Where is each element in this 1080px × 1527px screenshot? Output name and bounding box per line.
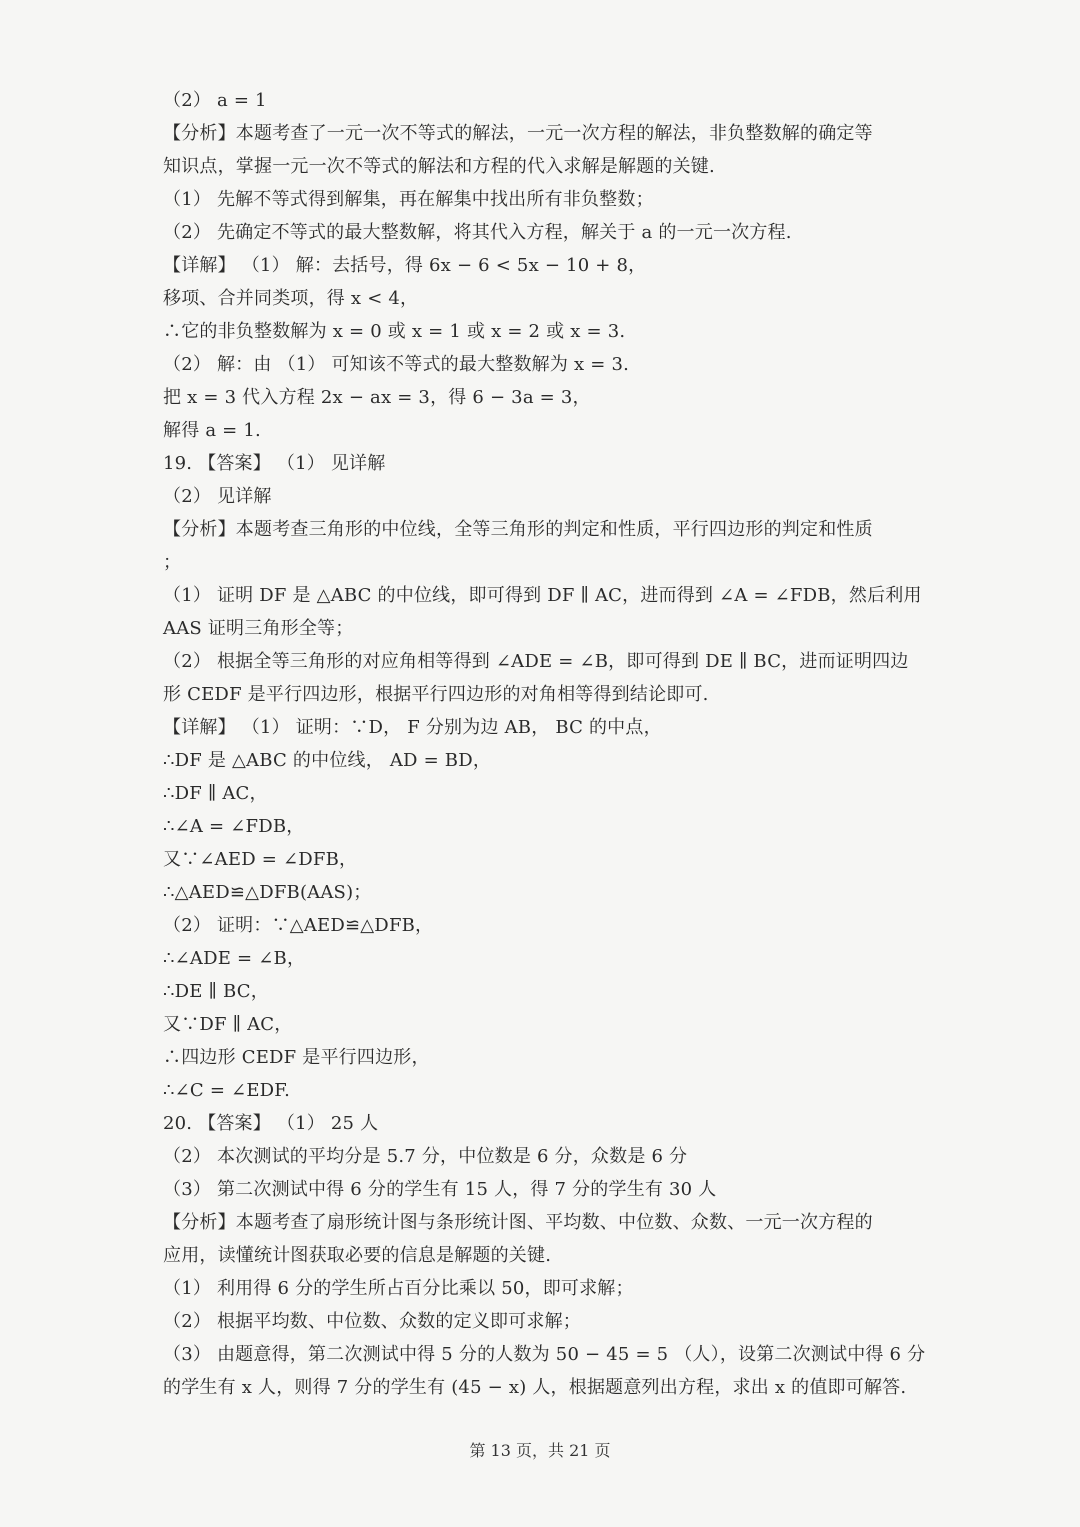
text-line: 移项、合并同类项，得 x < 4， bbox=[163, 288, 419, 309]
text-line: 【详解】 （1） 解：去括号，得 6x − 6 < 5x − 10 + 8， bbox=[163, 255, 647, 276]
text-line: 【分析】本题考查了一元一次不等式的解法，一元一次方程的解法，非负整数解的确定等 bbox=[163, 123, 873, 144]
text-line: 的学生有 x 人，则得 7 分的学生有 (45 − x) 人，根据题意列出方程，求出 x 的值即可解答. bbox=[163, 1377, 907, 1398]
text-line: 又∵∠AED = ∠DFB， bbox=[163, 849, 358, 870]
text-line: 解得 a = 1. bbox=[163, 420, 261, 441]
text-line: （3） 第二次测试中得 6 分的学生有 15 人，得 7 分的学生有 30 人 bbox=[163, 1179, 717, 1200]
text-line: 应用，读懂统计图获取必要的信息是解题的关键. bbox=[163, 1245, 552, 1266]
text-line: ∴△AED≌△DFB(AAS)； bbox=[163, 882, 372, 903]
text-line: （1） 先解不等式得到解集，再在解集中找出所有非负整数； bbox=[163, 189, 654, 210]
text-line: 形 CEDF 是平行四边形，根据平行四边形的对角相等得到结论即可. bbox=[163, 684, 709, 705]
text-line: 知识点，掌握一元一次不等式的解法和方程的代入求解是解题的关键. bbox=[163, 156, 715, 177]
text-line: （2） a = 1 bbox=[163, 90, 267, 111]
text-line: （2） 根据全等三角形的对应角相等得到 ∠ADE = ∠B，即可得到 DE ∥ BC，进而证明四边 bbox=[163, 651, 909, 672]
text-line: ∴它的非负整数解为 x = 0 或 x = 1 或 x = 2 或 x = 3. bbox=[163, 321, 626, 342]
text-line: ； bbox=[163, 552, 182, 573]
text-line: （2） 解：由 （1） 可知该不等式的最大整数解为 x = 3. bbox=[163, 354, 630, 375]
text-line: AAS 证明三角形全等； bbox=[163, 618, 354, 639]
text-line: 把 x = 3 代入方程 2x − ax = 3，得 6 − 3a = 3， bbox=[163, 387, 591, 408]
text-line: （3） 由题意得，第二次测试中得 5 分的人数为 50 − 45 = 5 （人），设第二次测试中得 6 分 bbox=[163, 1344, 926, 1365]
text-line: 19. 【答案】 （1） 见详解 bbox=[163, 453, 386, 474]
text-line: （2） 证明：∵△AED≌△DFB， bbox=[163, 915, 434, 936]
text-line: （2） 见详解 bbox=[163, 486, 272, 507]
text-line: ∴∠C = ∠EDF. bbox=[163, 1080, 291, 1101]
text-line: 【详解】 （1） 证明：∵D， F 分别为边 AB， BC 的中点， bbox=[163, 717, 662, 738]
text-line: ∴DE ∥ BC， bbox=[163, 981, 269, 1002]
text-line: （2） 根据平均数、中位数、众数的定义即可求解； bbox=[163, 1311, 581, 1332]
text-line: （2） 本次测试的平均分是 5.7 分，中位数是 6 分，众数是 6 分 bbox=[163, 1146, 688, 1167]
page-content bbox=[163, 84, 926, 1404]
text-line: 20. 【答案】 （1） 25 人 bbox=[163, 1113, 379, 1134]
text-line: 【分析】本题考查了扇形统计图与条形统计图、平均数、中位数、众数、一元一次方程的 bbox=[163, 1212, 873, 1233]
text-line: ∴DF ∥ AC， bbox=[163, 783, 268, 804]
text-line: （2） 先确定不等式的最大整数解，将其代入方程，解关于 a 的一元一次方程. bbox=[163, 222, 792, 243]
text-line: 又∵DF ∥ AC， bbox=[163, 1014, 293, 1035]
text-line: 【分析】本题考查三角形的中位线，全等三角形的判定和性质，平行四边形的判定和性质 bbox=[163, 519, 873, 540]
text-line: （1） 利用得 6 分的学生所占百分比乘以 50，即可求解； bbox=[163, 1278, 634, 1299]
text-line: ∴四边形 CEDF 是平行四边形， bbox=[163, 1047, 430, 1068]
text-line: ∴∠A = ∠FDB， bbox=[163, 816, 305, 837]
text-line: （1） 证明 DF 是 △ABC 的中位线，即可得到 DF ∥ AC，进而得到 ∠A = ∠FDB，然后利用 bbox=[163, 585, 922, 606]
text-line: ∴DF 是 △ABC 的中位线， AD = BD， bbox=[163, 750, 492, 771]
text-line: ∴∠ADE = ∠B， bbox=[163, 948, 306, 969]
page-footer: 第 13 页，共 21 页 bbox=[469, 1441, 611, 1460]
